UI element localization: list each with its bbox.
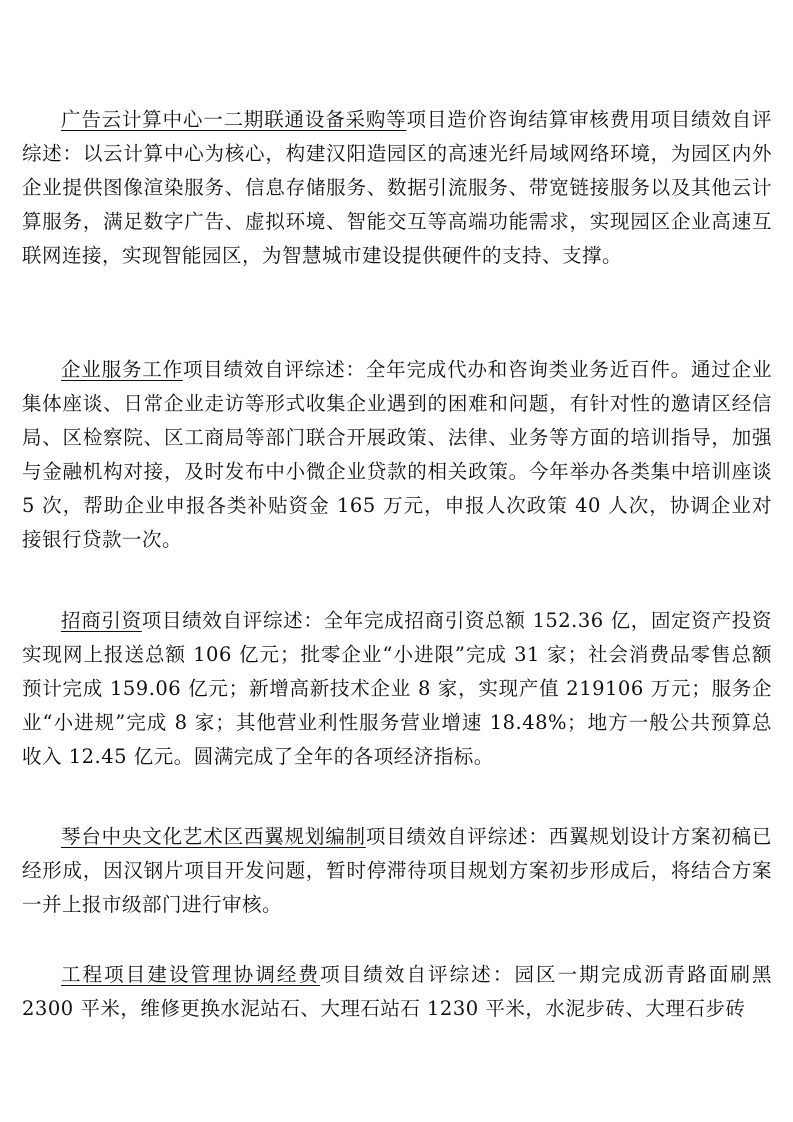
paragraph-topic: 招商引资 <box>61 609 142 632</box>
paragraph-body: 项目绩效自评综述：西翼规划设计方案初稿已经形成，因汉钢片项目开发问题，暂时停滞待项目规划方案初步形成后，将结合方案一并上报市级部门进行审核。 <box>22 825 772 916</box>
paragraph-body: 项目绩效自评综述：全年完成代办和咨询类业务近百件。通过企业集体座谈、日常企业走访等形式收集企业遇到的困难和问题，有针对性的邀请区经信局、区检察院、区工商局等部门联合开展政策、法律、业务等方面的培训指导，加强与金融机构对接，及时发布中小微企业贷款的相关政策。今年举办各类集中培训座谈 5 次，帮助企业申报各类补贴资金 165 万元，申报人次政策 40 人次，协调企业对接银行贷款一次。 <box>22 358 772 551</box>
paragraph-body: 项目造价咨询结算审核费用项目绩效自评综述：以云计算中心为核心，构建汉阳造园区的高速光纤局域网络环境，为园区内外企业提供图像渲染服务、信息存储服务、数据引流服务、带宽链接服务以及其他云计算服务，满足数字广告、虚拟环境、智能交互等高端功能需求，实现园区企业高速互联网连接，实现智能园区，为智慧城市建设提供硬件的支持、支撑。 <box>22 108 772 267</box>
paragraph-investment-promotion <box>22 604 772 774</box>
paragraph-enterprise-service <box>22 353 772 557</box>
paragraph-cloud-computing-center <box>22 103 772 273</box>
paragraph-topic: 广告云计算中心一二期联通设备采购等 <box>61 108 407 131</box>
paragraph-topic: 琴台中央文化艺术区西翼规划编制 <box>61 825 366 848</box>
paragraph-topic: 工程项目建设管理协调经费 <box>61 963 321 986</box>
paragraph-body: 项目绩效自评综述：全年完成招商引资总额 152.36 亿，固定资产投资实现网上报送总额 106 亿元；批零企业“小进限”完成 31 家；社会消费品零售总额预计完成 159.06 亿元；新增高新技术企业 8 家，实现产值 219106 万元；服务企业“小进规”完成 8 家；其他营业利性服务营业增速 18.48%；地方一般公共预算总收入 12.45 亿元。圆满完成了全年的各项经济指标。 <box>22 609 772 768</box>
paragraph-west-wing-planning <box>22 820 772 922</box>
paragraph-topic: 企业服务工作 <box>61 358 183 381</box>
paragraph-body: 项目绩效自评综述：园区一期完成沥青路面刷黑 2300 平米，维修更换水泥站石、大理石站石 1230 平米，水泥步砖、大理石步砖 <box>22 963 772 1020</box>
paragraph-construction-management <box>22 958 772 1026</box>
